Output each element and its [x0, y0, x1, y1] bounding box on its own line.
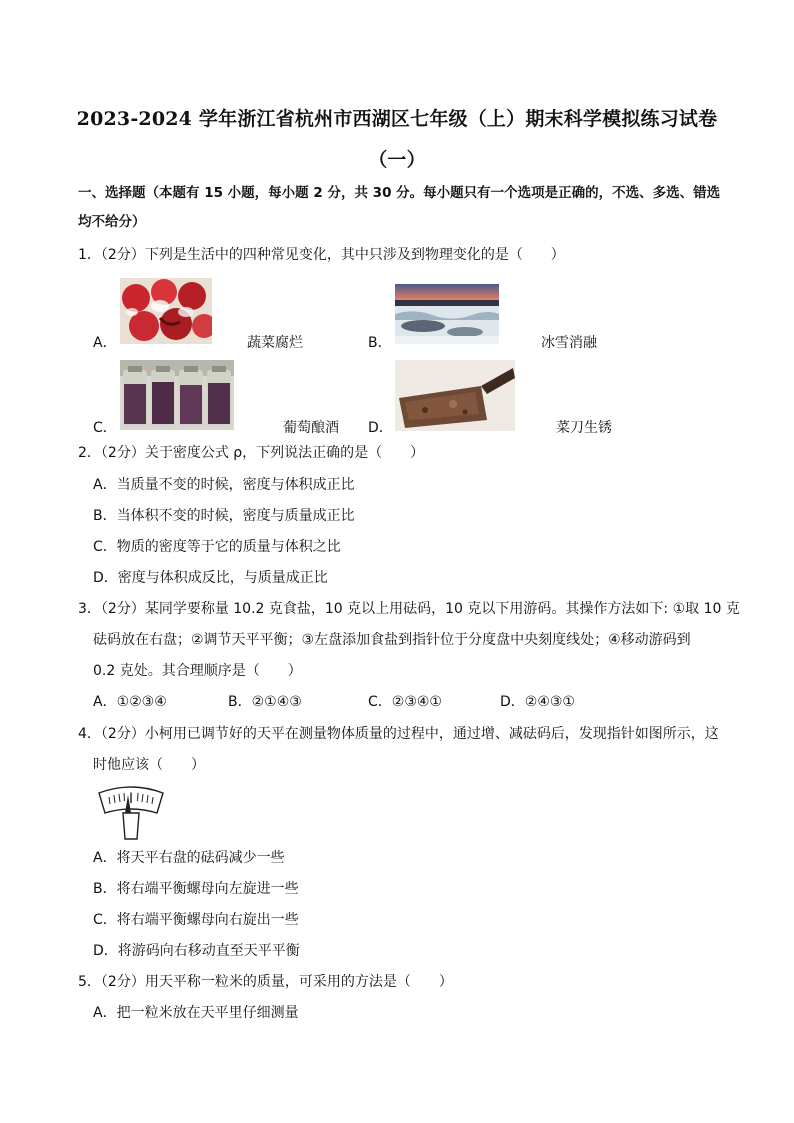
q1-option-c-image-grape-wine-jars	[120, 360, 234, 430]
q2-stem: 2．（2分）关于密度公式 ρ，下列说法正确的是（ ）	[78, 445, 425, 461]
q1-option-c-label: 葡萄酿酒	[283, 420, 339, 436]
section-heading-line2: 均不给分）	[78, 214, 146, 230]
exam-title-line1: 2023-2024 学年浙江省杭州市西湖区七年级（上）期末科学模拟练习试卷	[76, 108, 718, 130]
q1-option-d-letter: D．	[368, 420, 393, 436]
q3-stem-line3: 0.2 克处。其合理顺序是（ ）	[93, 663, 302, 679]
section-heading-line1: 一、选择题（本题有 15 小题，每小题 2 分，共 30 分。每小题只有一个选项是正确的，不选、多选、错选	[78, 185, 721, 201]
q1-stem: 1．（2分）下列是生活中的四种常见变化，其中只涉及到物理变化的是（ ）	[78, 247, 565, 263]
q2-option-b: B．当体积不变的时候，密度与质量成正比	[93, 508, 355, 524]
q3-option-a: A．①②③④	[93, 694, 167, 710]
q4-option-d: D．将游码向右移动直至天平平衡	[93, 943, 300, 959]
q1-option-a-label: 蔬菜腐烂	[247, 335, 303, 351]
q1-option-b-image-melting-ice	[395, 284, 499, 344]
q4-figure-balance-pointer-dial	[95, 783, 167, 841]
q1-option-c-letter: C．	[93, 420, 117, 436]
q1-option-d-label: 菜刀生锈	[556, 420, 612, 436]
q3-option-c: C．②③④①	[368, 694, 442, 710]
q5-stem: 5．（2分）用天平称一粒米的质量，可采用的方法是（ ）	[78, 974, 453, 990]
q1-option-b-label: 冰雪消融	[541, 335, 597, 351]
q1-option-a-image-rotten-vegetables	[120, 278, 212, 344]
q2-option-d: D．密度与体积成反比，与质量成正比	[93, 570, 328, 586]
q3-option-b: B．②①④③	[228, 694, 302, 710]
q4-option-c: C．将右端平衡螺母向右旋出一些	[93, 912, 299, 928]
q1-option-d-image-rusty-cleaver	[395, 360, 515, 431]
q4-stem-line1: 4．（2分）小柯用已调节好的天平在测量物体质量的过程中，通过增、减砝码后，发现指针如图所示，这	[78, 726, 719, 742]
exam-title-line2: （一）	[368, 149, 426, 171]
q1-option-b-letter: B．	[368, 335, 392, 351]
q1-option-a-letter: A．	[93, 335, 117, 351]
q4-option-b: B．将右端平衡螺母向左旋进一些	[93, 881, 299, 897]
q3-option-d: D．②④③①	[500, 694, 575, 710]
q4-option-a: A．将天平右盘的砝码减少一些	[93, 850, 285, 866]
q3-stem-line1: 3．（2分）某同学要称量 10.2 克食盐，10 克以上用砝码，10 克以下用游码。其操作方法如下: ①取 10 克	[78, 601, 740, 617]
q2-option-a: A．当质量不变的时候，密度与体积成正比	[93, 477, 355, 493]
q2-option-c: C．物质的密度等于它的质量与体积之比	[93, 539, 341, 555]
q4-stem-line2: 时他应该（ ）	[93, 757, 205, 773]
q5-option-a: A．把一粒米放在天平里仔细测量	[93, 1005, 299, 1021]
q3-stem-line2: 砝码放在右盘；②调节天平平衡；③左盘添加食盐到指针位于分度盘中央刻度线处；④移动游码到	[93, 632, 691, 648]
